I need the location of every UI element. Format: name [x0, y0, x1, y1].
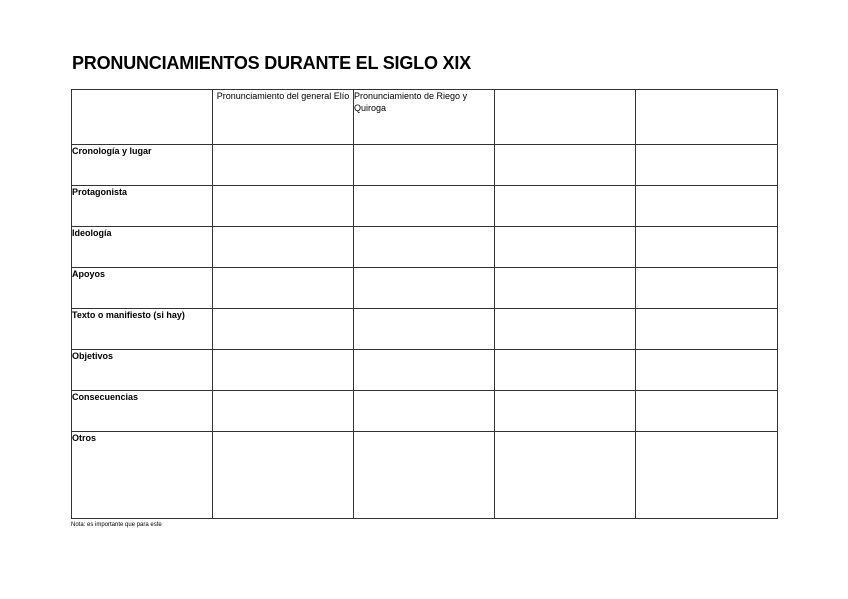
table-row — [72, 268, 778, 309]
row-label-objetivos: Objetivos — [72, 350, 213, 391]
table-cell — [354, 309, 495, 350]
table-cell — [213, 186, 354, 227]
table-row — [72, 350, 778, 391]
table-cell — [636, 391, 778, 432]
row-label-apoyos: Apoyos — [72, 268, 213, 309]
table-cell — [636, 145, 778, 186]
row-label-protagonista: Protagonista — [72, 186, 213, 227]
page-title: PRONUNCIAMIENTOS DURANTE EL SIGLO XIX — [72, 53, 471, 73]
table-cell — [495, 432, 636, 519]
header-cell-blank-4 — [495, 90, 636, 145]
header-cell-blank-5 — [636, 90, 778, 145]
table-cell — [354, 391, 495, 432]
header-cell-elio: Pronunciamiento del general Elío — [213, 90, 354, 145]
table-cell — [636, 186, 778, 227]
table-row — [72, 227, 778, 268]
row-label-consecuencias: Consecuencias — [72, 391, 213, 432]
row-label-cronologia: Cronología y lugar — [72, 145, 213, 186]
footnote: Nota: es importante que para este — [71, 522, 162, 528]
table-cell — [354, 145, 495, 186]
table-cell — [495, 309, 636, 350]
table-cell — [495, 350, 636, 391]
table-cell — [495, 186, 636, 227]
table-cell — [213, 227, 354, 268]
table-cell — [354, 432, 495, 519]
table-row — [72, 145, 778, 186]
table-cell — [213, 391, 354, 432]
table-cell — [495, 391, 636, 432]
table-cell — [636, 227, 778, 268]
table-cell — [213, 432, 354, 519]
header-cell-empty — [72, 90, 213, 145]
table-cell — [495, 145, 636, 186]
table-row — [72, 186, 778, 227]
comparison-table — [71, 89, 778, 519]
table-cell — [354, 350, 495, 391]
table-cell — [213, 309, 354, 350]
header-cell-riego-quiroga: Pronunciamiento de Riego y Quiroga — [354, 90, 495, 145]
table-cell — [495, 268, 636, 309]
table-cell — [636, 309, 778, 350]
table-cell — [354, 186, 495, 227]
table-cell — [213, 145, 354, 186]
table-row — [72, 391, 778, 432]
table-cell — [213, 350, 354, 391]
table-cell — [495, 227, 636, 268]
table-cell — [636, 350, 778, 391]
table-header-row — [72, 90, 778, 145]
table-cell — [354, 227, 495, 268]
table-row — [72, 432, 778, 519]
table-row — [72, 309, 778, 350]
table-cell — [636, 432, 778, 519]
table-cell — [636, 268, 778, 309]
row-label-ideologia: Ideología — [72, 227, 213, 268]
table-cell — [354, 268, 495, 309]
table-cell — [213, 268, 354, 309]
row-label-texto: Texto o manifiesto (si hay) — [72, 309, 213, 350]
row-label-otros: Otros — [72, 432, 213, 519]
